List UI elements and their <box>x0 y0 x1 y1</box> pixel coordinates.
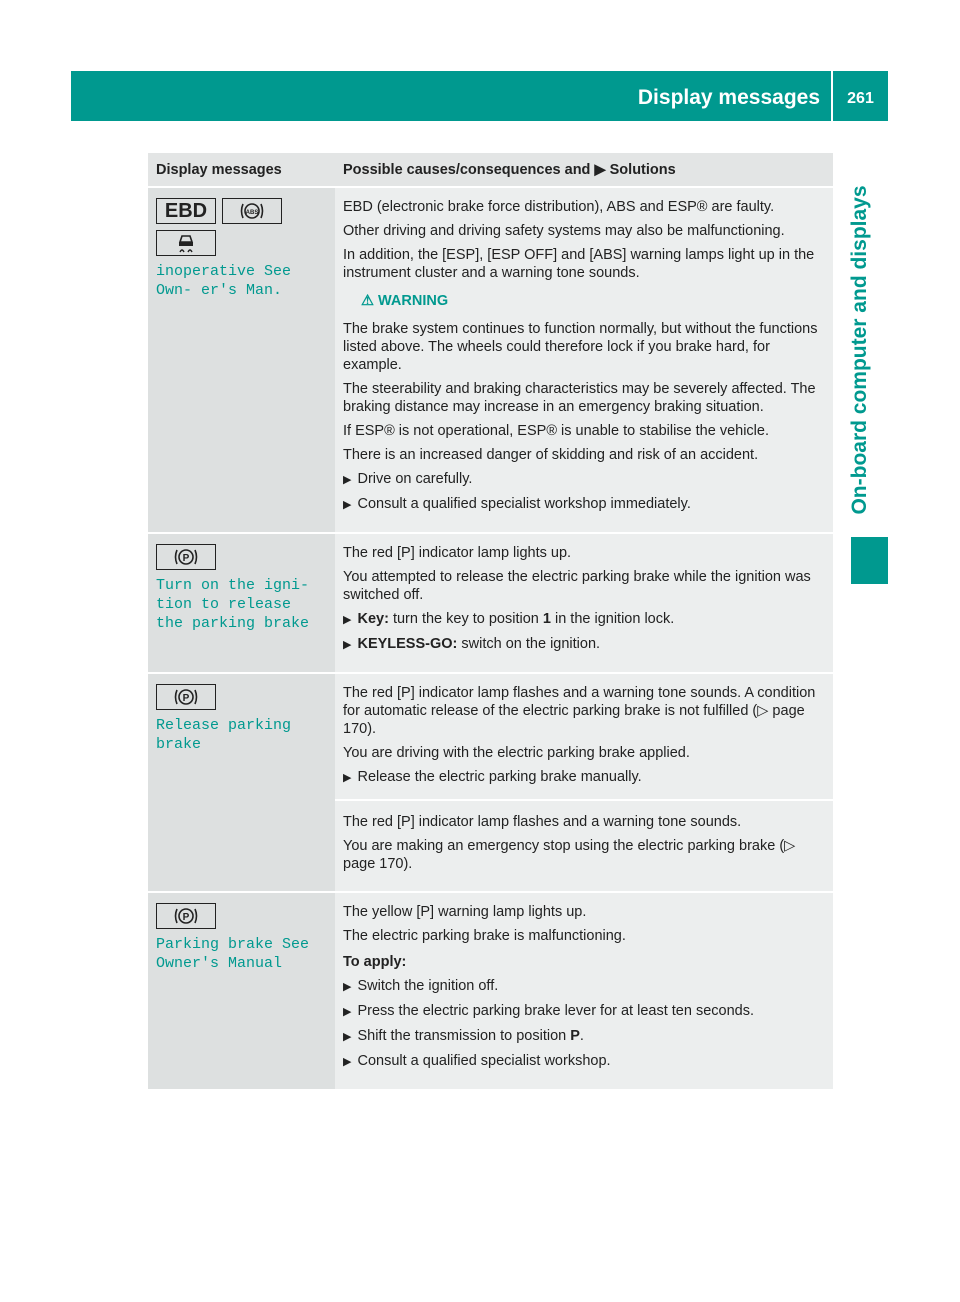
solution-step: ▶ Switch the ignition off. <box>343 977 825 996</box>
row-divider <box>335 799 833 801</box>
cause-text: The red [P] indicator lamp flashes and a warning tone sounds. <box>343 814 742 830</box>
warning-icon: ⚠ <box>361 293 374 309</box>
display-message-text: Parking brake See Owner's Manual <box>156 936 310 972</box>
display-message-text: Release parking brake <box>156 717 292 753</box>
table-row <box>148 673 833 892</box>
display-message-text: Turn on the igni- tion to release the parking brake <box>156 577 310 632</box>
table-row <box>148 892 833 1089</box>
parking-brake-icon-label: P <box>182 912 190 923</box>
parking-brake-icon <box>156 684 216 710</box>
side-section-label <box>845 170 875 530</box>
page-number: 261 <box>847 90 874 107</box>
table-row <box>148 187 833 533</box>
solution-step: ▶ Shift the transmission to position P. <box>343 1027 825 1046</box>
cause-text: The red [P] indicator lamp lights up. <box>343 545 572 561</box>
cause-text: You are driving with the electric parking brake applied. <box>343 745 690 761</box>
parking-brake-icon <box>156 903 216 929</box>
warning-text: The brake system continues to function normally, but without the functions listed above. The wheels could therefore lock if you brake hard, for example. <box>343 321 818 373</box>
col-header-causes: Possible causes/consequences and ▶ Solutions <box>335 153 833 187</box>
abs-icon <box>222 198 282 224</box>
side-section-text: On-board computer and displays <box>848 185 871 515</box>
warning-heading: ⚠ WARNING <box>361 293 449 309</box>
col-header-messages: Display messages <box>148 153 335 187</box>
parking-brake-icon <box>156 544 216 570</box>
display-message-text: inoperative See Own- er's Man. <box>156 263 292 299</box>
table-row <box>148 533 833 673</box>
side-tab-marker <box>851 537 888 584</box>
parking-brake-icon-label: P <box>182 693 190 704</box>
cause-text: The electric parking brake is malfunctioning. <box>343 928 626 944</box>
solution-step: ▶ Drive on carefully. <box>343 470 825 489</box>
cause-text: The red [P] indicator lamp flashes and a warning tone sounds. A condition for automatic release of the electric parking brake is not fulfilled (▷ page 170). <box>343 685 816 737</box>
apply-heading: To apply: <box>343 954 407 970</box>
parking-brake-icon-label: P <box>182 553 190 564</box>
warning-text: If ESP® is not operational, ESP® is unable to stabilise the vehicle. <box>343 423 769 439</box>
table-header-row <box>148 153 833 187</box>
cause-text: You attempted to release the electric parking brake while the ignition was switched off. <box>343 569 811 603</box>
ebd-icon: EBD <box>156 198 216 224</box>
solution-step: ▶ Consult a qualified specialist workshop immediately. <box>343 495 825 514</box>
solution-step: ▶ KEYLESS-GO: switch on the ignition. <box>343 635 825 654</box>
arrow-icon: ▶ <box>594 162 606 178</box>
abs-icon-label: ABS <box>245 210 259 216</box>
esp-car-icon <box>156 230 216 256</box>
solution-step: ▶ Key: turn the key to position 1 in the ignition lock. <box>343 610 825 629</box>
page-title: Display messages <box>637 86 820 109</box>
solution-step: ▶ Press the electric parking brake lever for at least ten seconds. <box>343 1002 825 1021</box>
cause-text: The yellow [P] warning lamp lights up. <box>343 904 587 920</box>
cause-text: In addition, the [ESP], [ESP OFF] and [ABS] warning lamps light up in the instrument cluster and a warning tone sounds. <box>343 247 815 281</box>
solution-step: ▶ Release the electric parking brake manually. <box>343 768 825 787</box>
display-messages-table <box>148 153 833 1089</box>
header-bar <box>71 71 888 121</box>
cause-text: Other driving and driving safety systems may also be malfunctioning. <box>343 223 785 239</box>
solution-step: ▶ Consult a qualified specialist workshop. <box>343 1052 825 1071</box>
warning-text: There is an increased danger of skidding and risk of an accident. <box>343 447 759 463</box>
cause-text: You are making an emergency stop using the electric parking brake (▷ page 170). <box>343 838 796 872</box>
warning-text: The steerability and braking characteristics may be severely affected. The braking distance may increase in an emergency braking situation. <box>343 381 816 415</box>
cause-text: EBD (electronic brake force distribution), ABS and ESP® are faulty. <box>343 199 775 215</box>
